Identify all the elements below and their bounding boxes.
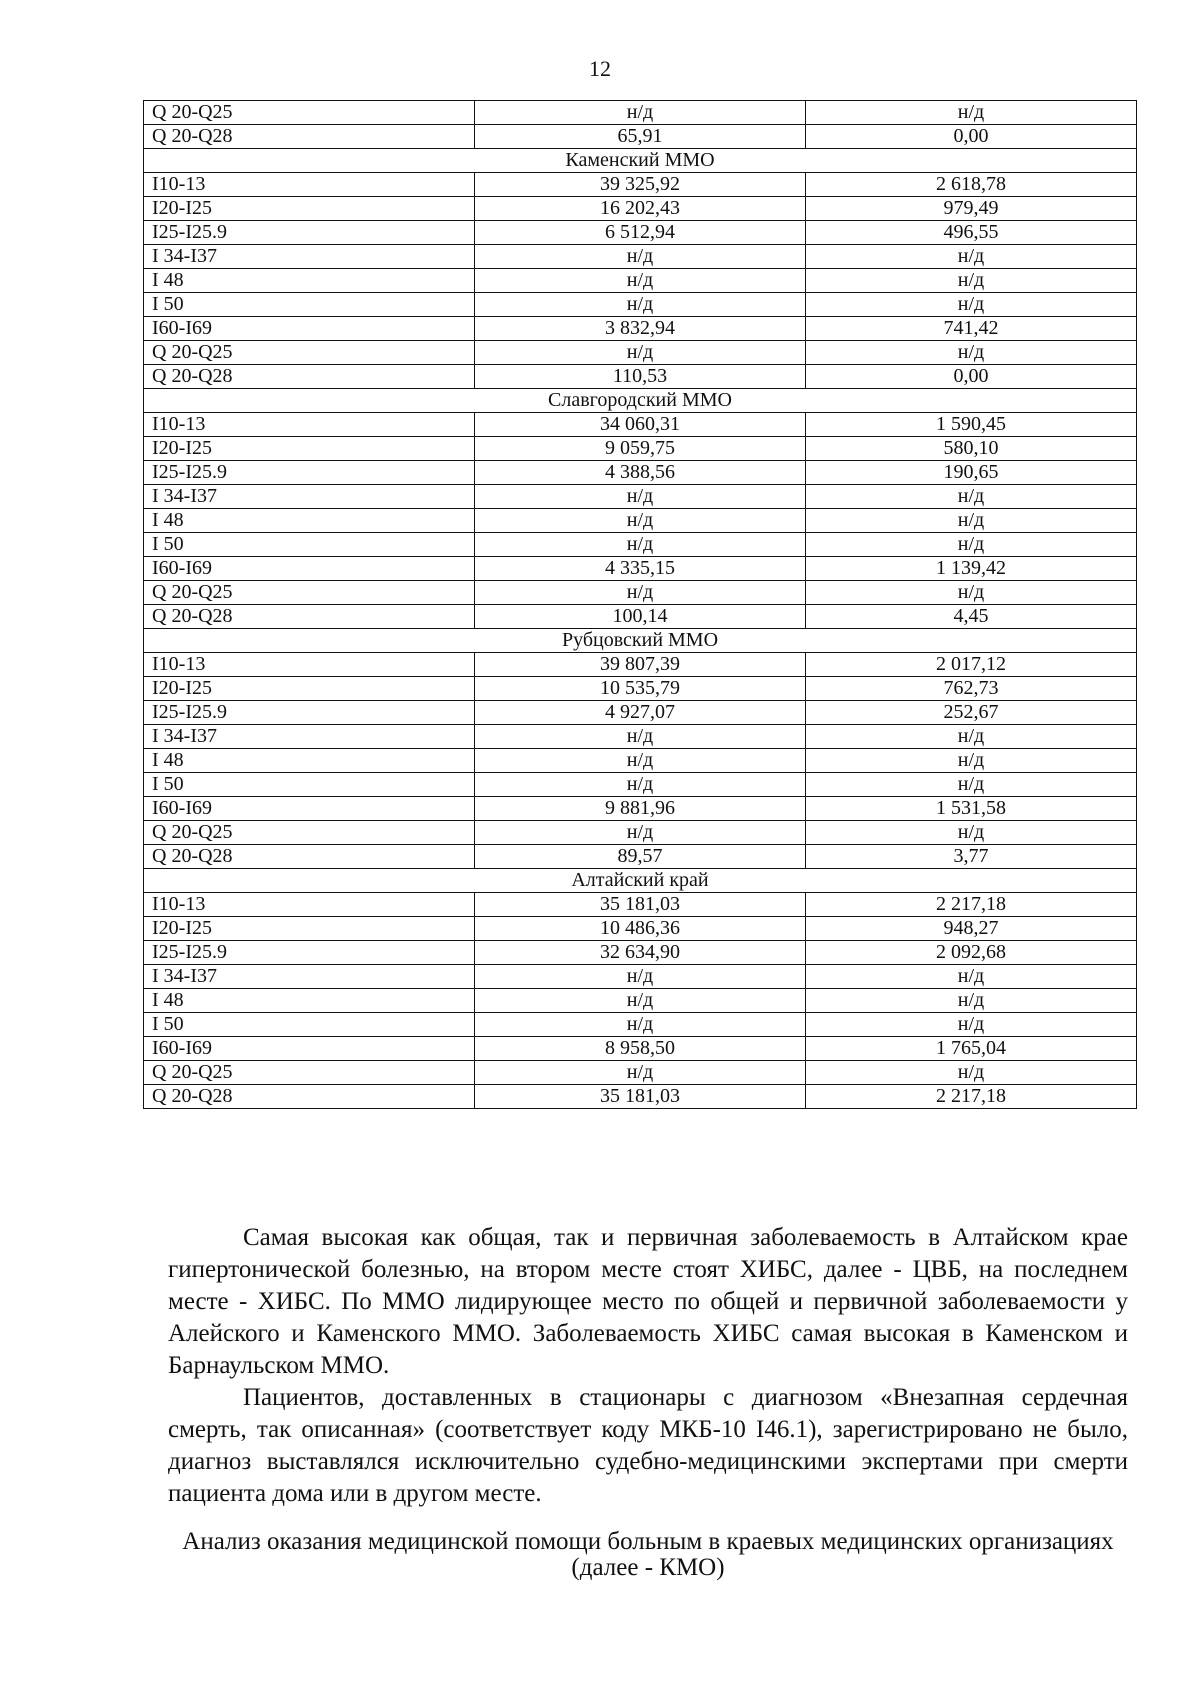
primary-value-cell: 979,49 [806, 197, 1137, 221]
icd-code-cell: I 50 [144, 773, 475, 797]
section-header-row [144, 869, 1137, 893]
table-row [144, 1013, 1137, 1037]
icd-code-cell: I25-I25.9 [144, 461, 475, 485]
primary-value-cell: 762,73 [806, 677, 1137, 701]
table-row [144, 701, 1137, 725]
table-row [144, 749, 1137, 773]
icd-code-cell: I 50 [144, 1013, 475, 1037]
table-row [144, 317, 1137, 341]
icd-code-cell: I 34-I37 [144, 485, 475, 509]
icd-code-cell: I25-I25.9 [144, 221, 475, 245]
icd-code-cell: I 34-I37 [144, 725, 475, 749]
total-value-cell: 8 958,50 [475, 1037, 806, 1061]
icd-code-cell: Q 20-Q28 [144, 1085, 475, 1109]
total-value-cell: 4 927,07 [475, 701, 806, 725]
primary-value-cell: 948,27 [806, 917, 1137, 941]
total-value-cell: 4 388,56 [475, 461, 806, 485]
section-heading: Анализ оказания медицинской помощи больным в краевых медицинских организациях (далее - КМО) [182, 1528, 1114, 1581]
icd-code-cell: I60-I69 [144, 317, 475, 341]
primary-value-cell: 1 765,04 [806, 1037, 1137, 1061]
paragraph-1: Самая высокая как общая, так и первичная заболеваемость в Алтайском крае гипертонической болезнью, на втором месте стоят ХИБС, далее - ЦВБ, на последнем месте - ХИБС. По ММО лидирующее место по общей и первичной заболеваемости у Алейского и Каменского ММО. Заболеваемость ХИБС самая высокая в Каменском и Барнаульском ММО. [168, 1224, 1128, 1379]
icd-code-cell: Q 20-Q28 [144, 845, 475, 869]
table-row [144, 941, 1137, 965]
table-row [144, 821, 1137, 845]
icd-code-cell: Q 20-Q25 [144, 1061, 475, 1085]
section-title: Каменский ММО [144, 149, 1137, 173]
total-value-cell: 89,57 [475, 845, 806, 869]
primary-value-cell: н/д [806, 245, 1137, 269]
table-row [144, 125, 1137, 149]
total-value-cell: н/д [475, 269, 806, 293]
primary-value-cell: 580,10 [806, 437, 1137, 461]
section-title: Рубцовский ММО [144, 629, 1137, 653]
icd-code-cell: Q 20-Q25 [144, 581, 475, 605]
total-value-cell: 100,14 [475, 605, 806, 629]
icd-code-cell: Q 20-Q25 [144, 821, 475, 845]
total-value-cell: 39 807,39 [475, 653, 806, 677]
table-row [144, 413, 1137, 437]
table-row [144, 1037, 1137, 1061]
table-row [144, 845, 1137, 869]
primary-value-cell: 252,67 [806, 701, 1137, 725]
icd-code-cell: I20-I25 [144, 437, 475, 461]
icd-code-cell: I 48 [144, 269, 475, 293]
table-row [144, 173, 1137, 197]
icd-code-cell: I 48 [144, 509, 475, 533]
primary-value-cell: 4,45 [806, 605, 1137, 629]
primary-value-cell: н/д [806, 989, 1137, 1013]
primary-value-cell: 496,55 [806, 221, 1137, 245]
icd-code-cell: I60-I69 [144, 1037, 475, 1061]
total-value-cell: н/д [475, 533, 806, 557]
table-row [144, 269, 1137, 293]
icd-code-cell: I10-13 [144, 173, 475, 197]
total-value-cell: 34 060,31 [475, 413, 806, 437]
primary-value-cell: 741,42 [806, 317, 1137, 341]
icd-code-cell: Q 20-Q25 [144, 341, 475, 365]
primary-value-cell: н/д [806, 965, 1137, 989]
total-value-cell: н/д [475, 725, 806, 749]
total-value-cell: 16 202,43 [475, 197, 806, 221]
total-value-cell: н/д [475, 581, 806, 605]
primary-value-cell: 2 217,18 [806, 893, 1137, 917]
primary-value-cell: 2 017,12 [806, 653, 1137, 677]
table-row [144, 965, 1137, 989]
table-row [144, 461, 1137, 485]
total-value-cell: н/д [475, 1013, 806, 1037]
section-title: Славгородский ММО [144, 389, 1137, 413]
icd-code-cell: I60-I69 [144, 557, 475, 581]
table-row [144, 245, 1137, 269]
icd-code-cell: I10-13 [144, 653, 475, 677]
icd-code-cell: Q 20-Q25 [144, 101, 475, 125]
total-value-cell: 32 634,90 [475, 941, 806, 965]
body-text [168, 1222, 1128, 1510]
section-header-row [144, 149, 1137, 173]
total-value-cell: 10 486,36 [475, 917, 806, 941]
primary-value-cell: 0,00 [806, 125, 1137, 149]
icd-code-cell: I10-13 [144, 893, 475, 917]
primary-value-cell: н/д [806, 533, 1137, 557]
table-row [144, 533, 1137, 557]
icd-code-cell: I 34-I37 [144, 965, 475, 989]
total-value-cell: 9 059,75 [475, 437, 806, 461]
morbidity-table [143, 100, 1137, 1109]
total-value-cell: н/д [475, 293, 806, 317]
table-row [144, 221, 1137, 245]
table-row [144, 197, 1137, 221]
table-row [144, 773, 1137, 797]
page-number: 12 [589, 56, 611, 81]
icd-code-cell: I 34-I37 [144, 245, 475, 269]
table-row [144, 605, 1137, 629]
primary-value-cell: н/д [806, 269, 1137, 293]
table-row [144, 293, 1137, 317]
table-row [144, 917, 1137, 941]
icd-code-cell: I60-I69 [144, 797, 475, 821]
table-row [144, 725, 1137, 749]
table-row [144, 797, 1137, 821]
total-value-cell: н/д [475, 1061, 806, 1085]
icd-code-cell: I 48 [144, 989, 475, 1013]
icd-code-cell: I 50 [144, 293, 475, 317]
primary-value-cell: н/д [806, 821, 1137, 845]
table-row [144, 437, 1137, 461]
primary-value-cell: 1 590,45 [806, 413, 1137, 437]
total-value-cell: н/д [475, 773, 806, 797]
primary-value-cell: 1 531,58 [806, 797, 1137, 821]
total-value-cell: 9 881,96 [475, 797, 806, 821]
total-value-cell: 6 512,94 [475, 221, 806, 245]
total-value-cell: н/д [475, 989, 806, 1013]
table-row [144, 581, 1137, 605]
section-title: Алтайский край [144, 869, 1137, 893]
section-header-row [144, 629, 1137, 653]
paragraph-2: Пациентов, доставленных в стационары с диагнозом «Внезапная сердечная смерть, так описанная» (соответствует коду МКБ-10 I46.1), зарегистрировано не было, диагноз выставлялся исключительно судебно-медицинскими экспертами при смерти пациента дома или в другом месте. [168, 1384, 1128, 1507]
icd-code-cell: I20-I25 [144, 677, 475, 701]
icd-code-cell: Q 20-Q28 [144, 605, 475, 629]
table-row [144, 485, 1137, 509]
icd-code-cell: I20-I25 [144, 197, 475, 221]
table-row [144, 509, 1137, 533]
primary-value-cell: 2 217,18 [806, 1085, 1137, 1109]
primary-value-cell: н/д [806, 725, 1137, 749]
primary-value-cell: н/д [806, 1013, 1137, 1037]
total-value-cell: 10 535,79 [475, 677, 806, 701]
total-value-cell: н/д [475, 341, 806, 365]
primary-value-cell: н/д [806, 749, 1137, 773]
primary-value-cell: 3,77 [806, 845, 1137, 869]
primary-value-cell: 1 139,42 [806, 557, 1137, 581]
total-value-cell: н/д [475, 509, 806, 533]
section-header-row [144, 389, 1137, 413]
total-value-cell: н/д [475, 821, 806, 845]
table-row [144, 557, 1137, 581]
icd-code-cell: I25-I25.9 [144, 701, 475, 725]
icd-code-cell: I 50 [144, 533, 475, 557]
primary-value-cell: н/д [806, 101, 1137, 125]
primary-value-cell: н/д [806, 509, 1137, 533]
primary-value-cell: н/д [806, 341, 1137, 365]
total-value-cell: н/д [475, 245, 806, 269]
total-value-cell: 3 832,94 [475, 317, 806, 341]
total-value-cell: 35 181,03 [475, 1085, 806, 1109]
table-row [144, 1085, 1137, 1109]
table-row [144, 893, 1137, 917]
total-value-cell: н/д [475, 101, 806, 125]
table-row [144, 989, 1137, 1013]
icd-code-cell: Q 20-Q28 [144, 365, 475, 389]
total-value-cell: 65,91 [475, 125, 806, 149]
total-value-cell: 39 325,92 [475, 173, 806, 197]
primary-value-cell: 190,65 [806, 461, 1137, 485]
total-value-cell: 35 181,03 [475, 893, 806, 917]
primary-value-cell: 0,00 [806, 365, 1137, 389]
icd-code-cell: Q 20-Q28 [144, 125, 475, 149]
primary-value-cell: н/д [806, 293, 1137, 317]
icd-code-cell: I10-13 [144, 413, 475, 437]
total-value-cell: н/д [475, 965, 806, 989]
table-row [144, 1061, 1137, 1085]
table-row [144, 101, 1137, 125]
table-row [144, 677, 1137, 701]
total-value-cell: 4 335,15 [475, 557, 806, 581]
table-row [144, 341, 1137, 365]
total-value-cell: н/д [475, 749, 806, 773]
icd-code-cell: I 48 [144, 749, 475, 773]
table-row [144, 653, 1137, 677]
total-value-cell: н/д [475, 485, 806, 509]
icd-code-cell: I25-I25.9 [144, 941, 475, 965]
primary-value-cell: н/д [806, 581, 1137, 605]
total-value-cell: 110,53 [475, 365, 806, 389]
primary-value-cell: 2 618,78 [806, 173, 1137, 197]
primary-value-cell: н/д [806, 773, 1137, 797]
primary-value-cell: н/д [806, 1061, 1137, 1085]
primary-value-cell: н/д [806, 485, 1137, 509]
table-body [144, 101, 1137, 1109]
table-row [144, 365, 1137, 389]
icd-code-cell: I20-I25 [144, 917, 475, 941]
primary-value-cell: 2 092,68 [806, 941, 1137, 965]
